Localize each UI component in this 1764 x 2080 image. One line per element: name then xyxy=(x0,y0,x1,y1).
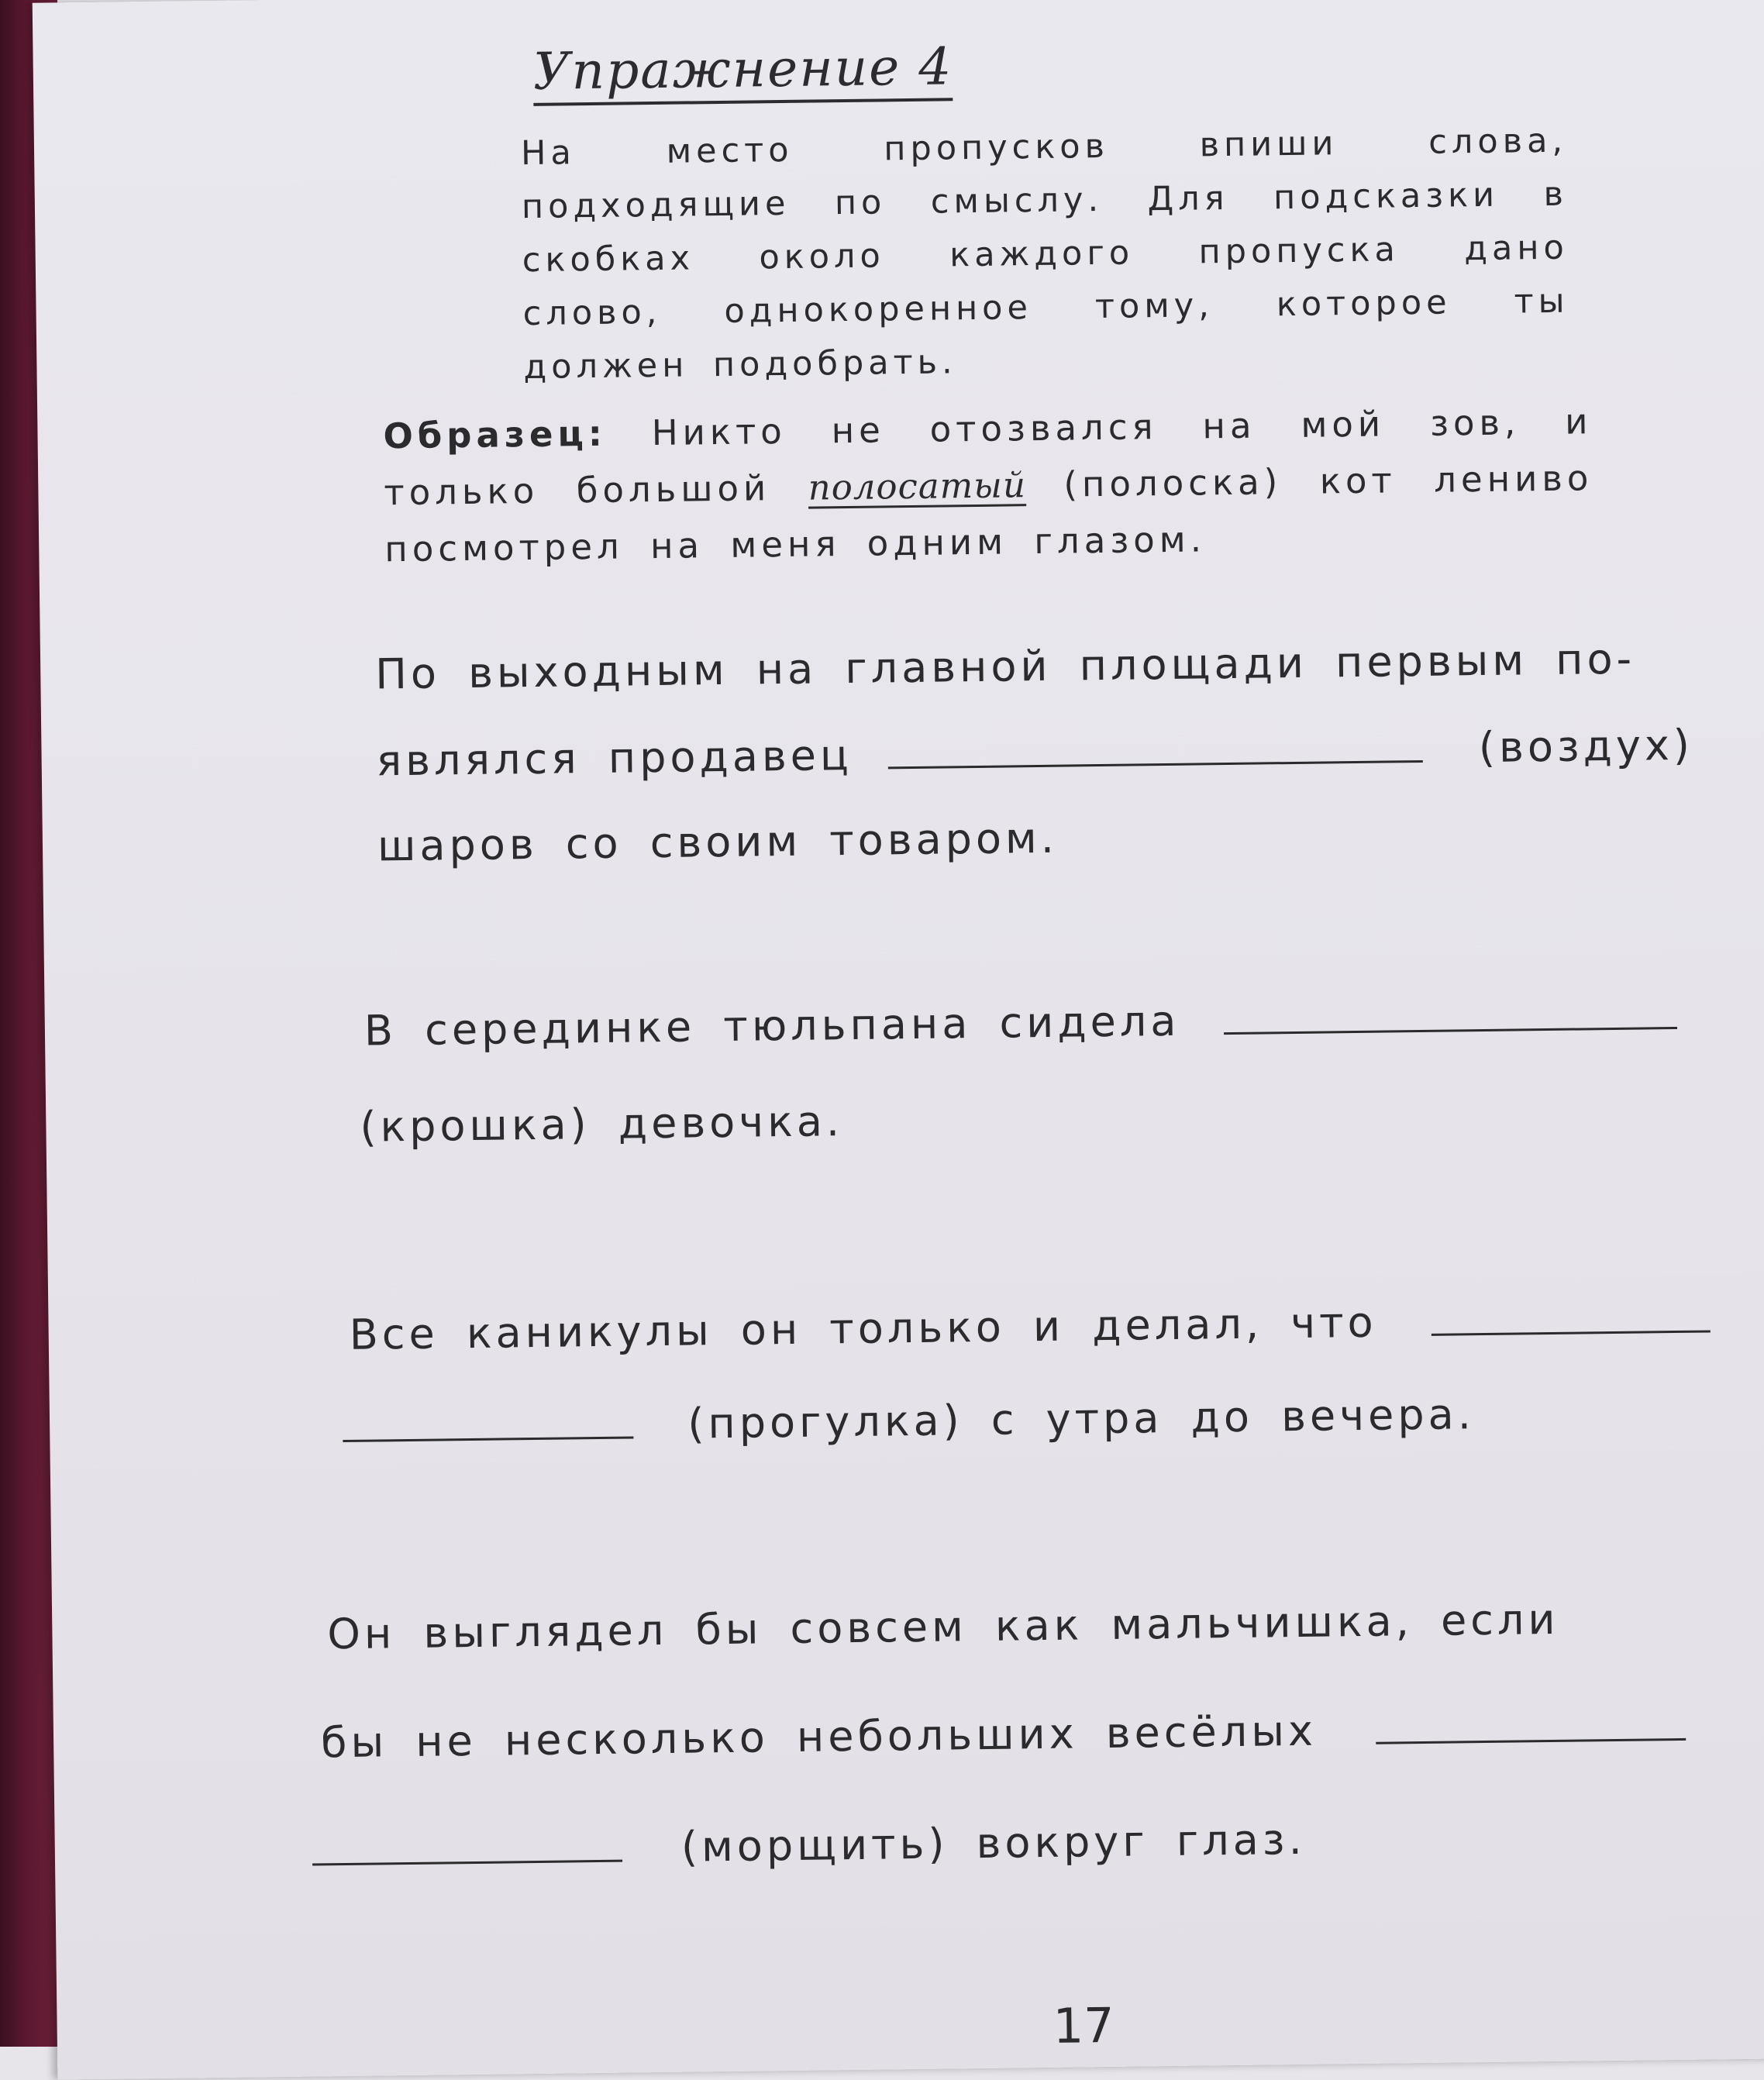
item-4-line-1: Он выглядел бы совсем как мальчишка, если xyxy=(327,1594,1559,1659)
exercise-instruction: На место пропусков впиши слова, подходящие по смыслу. Для подсказки в скобках около каждого пропуска дано слово, однокоренное тому, которое ты должен подобрать. xyxy=(520,121,1569,387)
answer-blank-2[interactable] xyxy=(1224,1027,1677,1035)
item-1-hint: (воздух) xyxy=(1478,720,1694,773)
item-1-line-1: По выходным на главной площади первым по- xyxy=(374,634,1636,699)
sample-paragraph xyxy=(383,393,1594,577)
item-2-line-1: В серединке тюльпана сидела xyxy=(363,996,1180,1055)
sample-text-before: Никто не отозвался на мой зов, и только большой xyxy=(384,401,1593,514)
answer-blank-1[interactable] xyxy=(888,760,1423,769)
item-4-line-3: (морщить) вокруг глаз. xyxy=(680,1814,1307,1872)
item-4-line-2: бы не несколько небольших весёлых xyxy=(320,1706,1318,1768)
exercise-title: Упражнение 4 xyxy=(532,36,953,106)
item-3-line-2: (прогулка) с утра до вечера. xyxy=(687,1390,1476,1448)
item-1-line-3: шаров со своим товаром. xyxy=(377,813,1059,871)
sample-answer: полосатый xyxy=(808,464,1027,508)
item-1-line-2: являлся продавец xyxy=(376,730,853,786)
workbook-page xyxy=(33,0,1764,2080)
answer-blank-4b[interactable] xyxy=(312,1860,622,1866)
page-number: 17 xyxy=(1053,1996,1115,2054)
sample-label: Образец: xyxy=(383,412,608,457)
item-3-line-1: Все каникулы он только и делал, что xyxy=(349,1297,1377,1359)
item-2-line-2: (крошка) девочка. xyxy=(360,1097,844,1152)
sample-text-after: (полоска) кот лениво посмотрел на меня одним глазом. xyxy=(384,457,1593,570)
answer-blank-3a[interactable] xyxy=(1432,1330,1711,1335)
answer-blank-4a[interactable] xyxy=(1376,1738,1686,1744)
answer-blank-3b[interactable] xyxy=(343,1436,633,1442)
